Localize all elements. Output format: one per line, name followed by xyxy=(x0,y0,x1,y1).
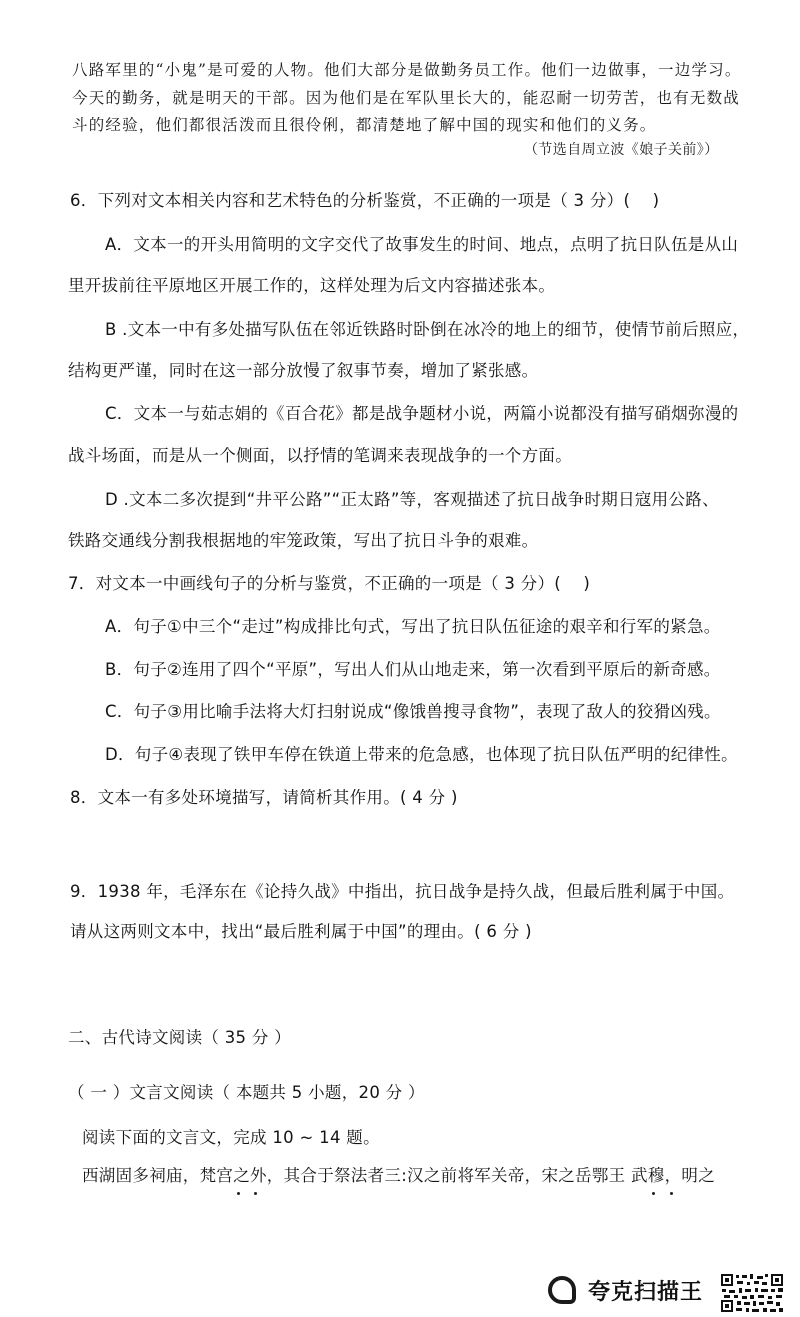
q7-option-a: A．句子①中三个“走过”构成排比句式，写出了抗日队伍征途的艰辛和行军的紧急。 xyxy=(105,617,721,636)
q6-option-d-line2: 铁路交通线分割我根据地的牢笼政策，写出了抗日斗争的艰难。 xyxy=(68,531,539,550)
q6-option-a-line1: A．文本一的开头用简明的文字交代了故事发生的时间、地点，点明了抗日队伍是从山 xyxy=(105,235,739,254)
emphasis-dot xyxy=(670,1192,673,1195)
q9-line-2: 请从这两则文本中，找出“最后胜利属于中国”的理由。( 6 分 ) xyxy=(70,922,532,941)
q6-option-c-line1: C．文本一与茹志娟的《百合花》都是战争题材小说，两篇小说都没有描写硝烟弥漫的 xyxy=(105,404,739,423)
subsection-title: （ 一 ）文言文阅读（ 本题共 5 小题，20 分 ） xyxy=(68,1083,425,1102)
passage-line-2: 今天的勤务，就是明天的干部。因为他们是在军队里长大的，能忍耐一切劳苦，也有无数战 xyxy=(72,89,741,107)
q6-option-a-line2: 里开拔前往平原地区开展工作的，这样处理为后文内容描述张本。 xyxy=(68,276,556,295)
emphasis-dot xyxy=(237,1192,240,1195)
instruction: 阅读下面的文言文，完成 10 ~ 14 题。 xyxy=(82,1128,380,1147)
q6-stem: 6．下列对文本相关内容和艺术特色的分析鉴赏，不正确的一项是（ 3 分）( ) xyxy=(70,191,660,210)
passage-line-3: 斗的经验，他们都很活泼而且很伶俐，都清楚地了解中国的现实和他们的义务。 xyxy=(72,116,657,134)
emphasis-dot xyxy=(652,1192,655,1195)
q6-option-c-line2: 战斗场面，而是从一个侧面，以抒情的笔调来表现战争的一个方面。 xyxy=(68,446,572,465)
q7-stem: 7．对文本一中画线句子的分析与鉴赏，不正确的一项是（ 3 分）( ) xyxy=(68,574,591,593)
passage-line-1: 八路军里的“小鬼”是可爱的人物。他们大部分是做勤务员工作。他们一边做事，一边学习。 xyxy=(72,61,742,79)
q9-line-1: 9．1938 年，毛泽东在《论持久战》中指出，抗日战争是持久战，但最后胜利属于中国。 xyxy=(70,882,735,901)
emphasis-dot xyxy=(254,1192,257,1195)
scanner-app-name: 夸克扫描王 xyxy=(588,1279,704,1305)
q7-option-b: B．句子②连用了四个“平原”，写出人们从山地走来，第一次看到平原后的新奇感。 xyxy=(105,660,721,679)
q6-option-b-line2: 结构更严谨，同时在这一部分放慢了叙事节奏，增加了紧张感。 xyxy=(68,361,539,380)
q7-option-d: D．句子④表现了铁甲车停在铁道上带来的危急感，也体现了抗日队伍严明的纪律性。 xyxy=(105,745,738,764)
qr-code-icon xyxy=(720,1273,784,1313)
q7-option-c: C．句子③用比喻手法将大灯扫射说成“像饿兽搜寻食物”，表现了敌人的狡猾凶残。 xyxy=(105,702,721,721)
q6-option-b-line1: B .文本一中有多处描写队伍在邻近铁路时卧倒在冰冷的地上的细节，使情节前后照应， xyxy=(105,320,750,339)
scanner-logo-icon xyxy=(548,1276,576,1304)
classical-text-line-1: 西湖固多祠庙，梵宫之外，其合于祭法者三:汉之前将军关帝，宋之岳鄂王 武穆，明之 xyxy=(82,1166,716,1185)
q6-option-d-line1: D .文本二多次提到“井平公路”“正太路”等，客观描述了抗日战争时期日寇用公路、 xyxy=(105,490,719,509)
section-title: 二、古代诗文阅读（ 35 分 ） xyxy=(68,1028,292,1047)
passage-source: （节选自周立波《娘子关前》） xyxy=(524,142,719,158)
q8-stem: 8．文本一有多处环境描写，请简析其作用。( 4 分 ) xyxy=(70,788,458,807)
